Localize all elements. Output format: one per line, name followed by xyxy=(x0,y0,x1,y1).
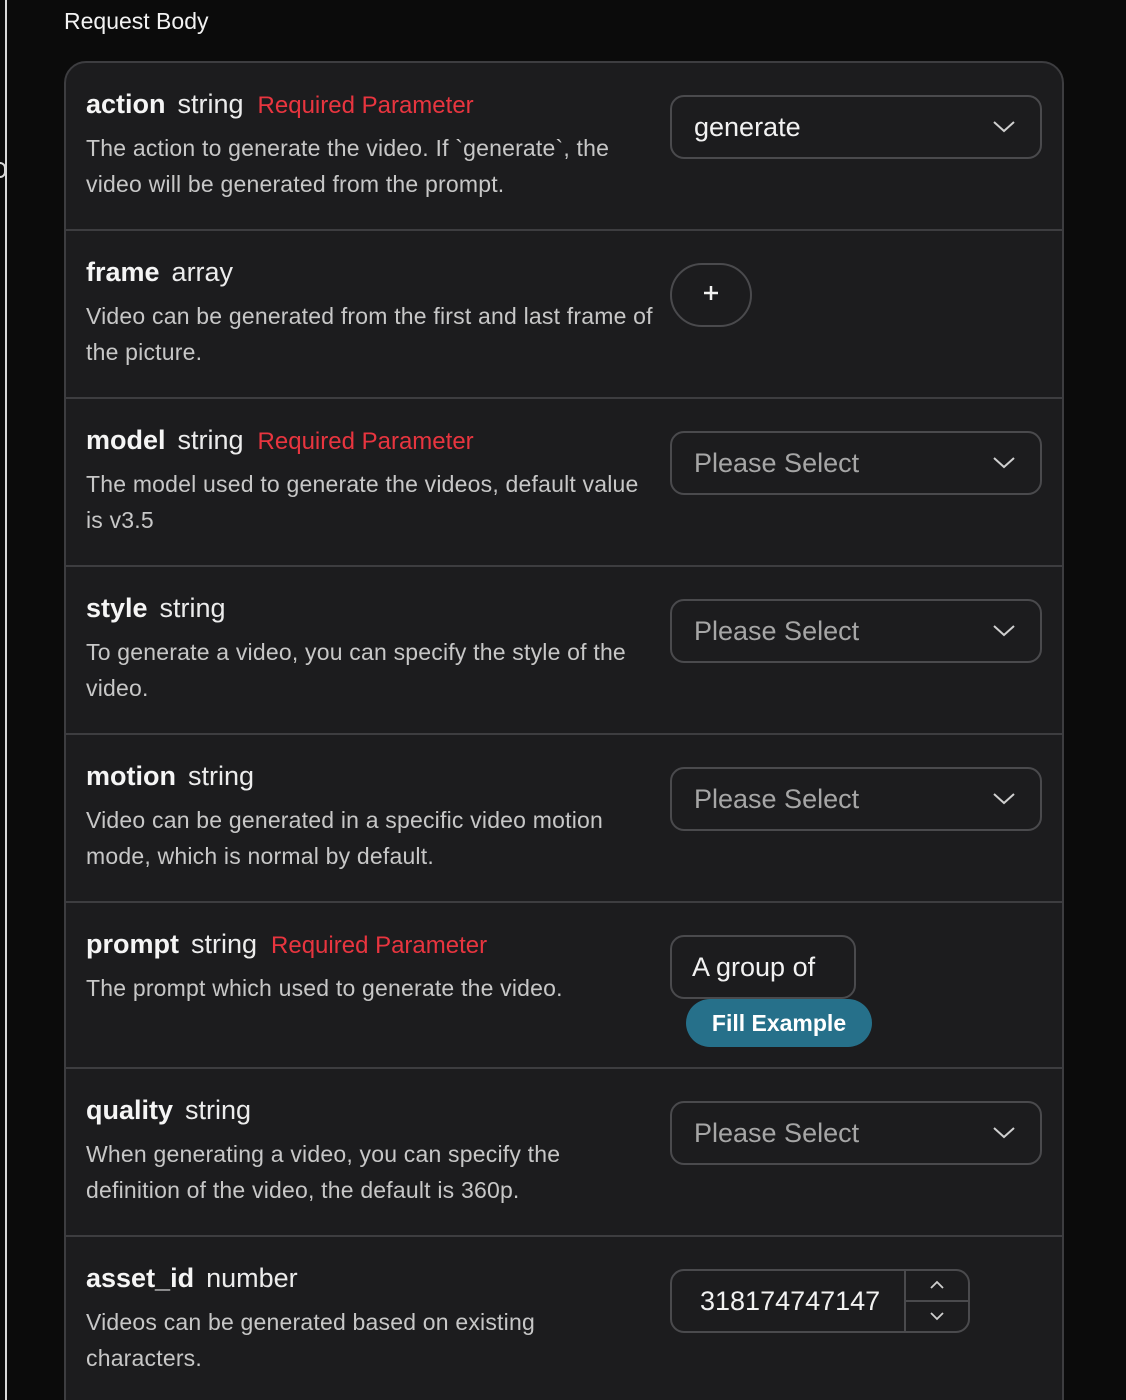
param-description: Videos can be generated based on existing characters. xyxy=(86,1309,535,1371)
param-type: string xyxy=(177,89,244,119)
param-type: array xyxy=(171,257,234,287)
decrement-button[interactable] xyxy=(906,1302,968,1331)
select-placeholder: Please Select xyxy=(694,615,860,646)
number-value: 318174747147 xyxy=(700,1285,881,1316)
window-edge xyxy=(5,0,7,1400)
required-badge: Required Parameter xyxy=(271,932,488,959)
asset-id-input[interactable] xyxy=(670,1269,970,1333)
param-name: action xyxy=(86,89,166,119)
param-type: string xyxy=(185,1095,252,1125)
param-row-frame xyxy=(66,231,1062,399)
param-description: The prompt which used to generate the video. xyxy=(86,975,563,1001)
chevron-up-icon xyxy=(929,1277,945,1295)
param-name: model xyxy=(86,425,166,455)
param-description: Video can be generated from the first and last frame of the picture. xyxy=(86,303,653,365)
increment-button[interactable] xyxy=(906,1271,968,1302)
select-placeholder: Please Select xyxy=(694,783,860,814)
motion-select[interactable] xyxy=(670,767,1042,831)
param-row-asset-id xyxy=(66,1237,1062,1400)
chevron-down-icon xyxy=(990,617,1018,645)
action-select[interactable] xyxy=(670,95,1042,159)
param-type: string xyxy=(159,593,226,623)
param-name: quality xyxy=(86,1095,174,1125)
param-name: prompt xyxy=(86,929,179,959)
style-select[interactable] xyxy=(670,599,1042,663)
param-row-model xyxy=(66,399,1062,567)
select-placeholder: Please Select xyxy=(694,447,860,478)
chevron-down-icon xyxy=(990,113,1018,141)
select-value: generate xyxy=(694,111,801,142)
number-stepper xyxy=(904,1271,968,1331)
add-frame-button[interactable] xyxy=(670,263,752,327)
param-name: motion xyxy=(86,761,176,791)
required-badge: Required Parameter xyxy=(257,428,474,455)
param-row-quality xyxy=(66,1069,1062,1237)
param-description: The model used to generate the videos, default value is v3.5 xyxy=(86,471,639,533)
prompt-input[interactable]: A group of xyxy=(670,935,856,999)
section-title: Request Body xyxy=(64,8,209,34)
chevron-down-icon xyxy=(990,449,1018,477)
plus-icon xyxy=(702,284,720,307)
param-description: To generate a video, you can specify the style of the video. xyxy=(86,639,626,701)
param-row-style xyxy=(66,567,1062,735)
param-row-action xyxy=(66,63,1062,231)
param-row-prompt xyxy=(66,903,1062,1069)
param-description: The action to generate the video. If `generate`, the video will be generated from the prompt. xyxy=(86,135,610,197)
param-description: Video can be generated in a specific video motion mode, which is normal by default. xyxy=(86,807,603,869)
param-type: number xyxy=(206,1263,298,1293)
fill-example-button[interactable]: Fill Example xyxy=(686,999,872,1047)
param-name: asset_id xyxy=(86,1263,195,1293)
chevron-down-icon xyxy=(929,1308,945,1326)
required-badge: Required Parameter xyxy=(257,92,474,119)
select-placeholder: Please Select xyxy=(694,1117,860,1148)
chevron-down-icon xyxy=(990,785,1018,813)
param-type: string xyxy=(190,929,258,959)
param-type: string xyxy=(177,425,244,455)
param-description: When generating a video, you can specify the definition of the video, the default is 360p. xyxy=(86,1141,561,1203)
quality-select[interactable] xyxy=(670,1101,1042,1165)
param-row-motion xyxy=(66,735,1062,903)
param-type: string xyxy=(187,761,255,791)
request-body-panel xyxy=(64,61,1064,1400)
chevron-down-icon xyxy=(990,1119,1018,1147)
param-name: style xyxy=(86,593,148,623)
param-name: frame xyxy=(86,257,160,287)
model-select[interactable] xyxy=(670,431,1042,495)
